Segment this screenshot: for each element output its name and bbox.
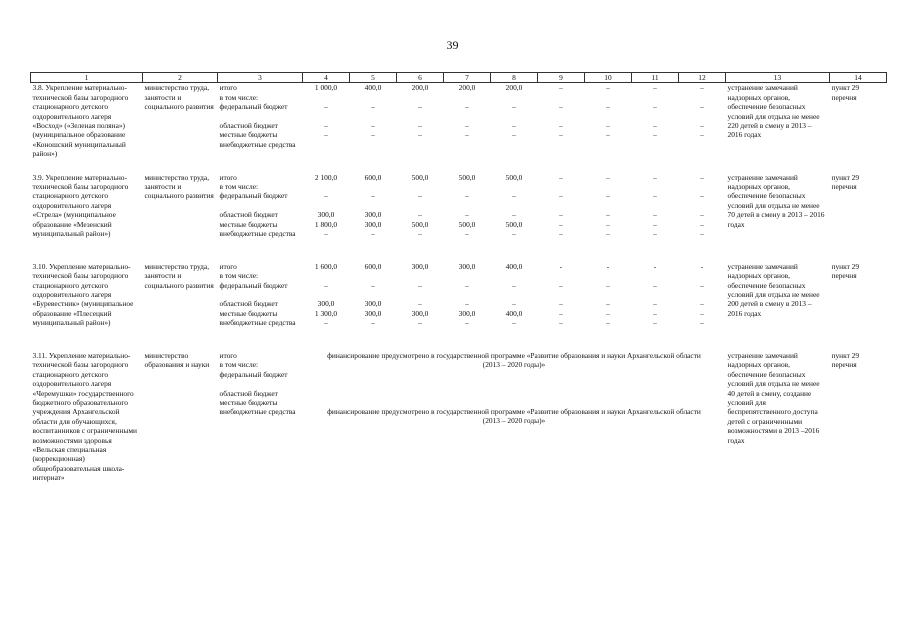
amount-value: –: [653, 299, 657, 309]
amount-value: 500,0: [458, 172, 476, 182]
amount-value: [493, 271, 536, 280]
amount-value: –: [700, 210, 704, 220]
funding-source-label: итого: [219, 172, 237, 182]
table-row: [31, 83, 887, 159]
amount-value: –: [512, 229, 516, 239]
column-number: 7: [444, 73, 491, 83]
amount-value: –: [606, 191, 610, 201]
result-cell: устранение замечаний надзорных органов, обеспечение безопасных условий для отдыха не менее 200 детей в смену в 2013 – 2016 годах: [727, 261, 820, 318]
amount-value: –: [465, 299, 469, 309]
funding-source-label: областной бюджет: [219, 210, 278, 220]
amount-value: –: [418, 229, 422, 239]
funding-source-label: федеральный бюджет: [219, 191, 288, 201]
amount-cell: [444, 83, 491, 159]
amount-value: –: [559, 172, 563, 182]
amount-value: [681, 93, 724, 102]
page-number: 39: [446, 38, 459, 52]
column-number: 8: [491, 73, 538, 83]
amount-value: –: [700, 280, 704, 290]
amount-cell: [397, 83, 444, 159]
amount-cell: [632, 83, 679, 159]
amount-value: –: [700, 229, 704, 239]
amount-value: –: [606, 229, 610, 239]
amount-value: 500,0: [458, 219, 476, 229]
amount-value: –: [465, 318, 469, 328]
amount-value: –: [512, 280, 516, 290]
amount-value: –: [606, 308, 610, 318]
amount-value: –: [606, 83, 610, 93]
amount-value: -: [653, 261, 657, 271]
amount-value: [681, 182, 724, 191]
amount-cell: [397, 173, 444, 248]
amount-value: –: [465, 130, 469, 140]
measure-name-cell: 3.11. Укрепление материально-технической базы загородного стационарного детского оздоровительного лагеря «Черемушки» государственного бюджетного образовательного учреждения Архангельской области для обучающихся, воспитанников с ограниченными возможностями здоровья «Вельская специальная (коррекционная) общеобразовательная школа-интернат»: [32, 350, 137, 483]
funding-source-label: итого: [219, 261, 237, 271]
result-cell: устранение замечаний надзорных органов, обеспечение безопасных условий для отдыха не менее 70 детей в смену в 2013 – 2016 годах: [727, 172, 825, 229]
amount-value: –: [606, 130, 610, 140]
amount-value: –: [465, 210, 469, 220]
amount-value: 300,0: [411, 261, 429, 271]
column-number: 6: [397, 73, 444, 83]
amount-value: 300,0: [458, 261, 476, 271]
amount-value: [446, 182, 489, 191]
column-number: 11: [632, 73, 679, 83]
amount-value: 1 800,0: [314, 219, 338, 229]
amount-value: [540, 140, 583, 159]
sources-cell: [218, 83, 303, 159]
funding-source-label: внебюджетные средства: [219, 229, 296, 239]
measure-name-cell: 3.9. Укрепление материально-технической базы загородного стационарного детского оздоровительного лагеря «Стрела» (муниципальное образование «Мезенский муниципальный район»): [32, 172, 129, 239]
amount-value: –: [324, 318, 328, 328]
measure-name-cell: 3.10. Укрепление материально-технической базы загородного стационарного детского оздоровительного лагеря «Буревестник» (муниципальное образование «Плесецкий муниципальный район»): [32, 261, 134, 328]
amount-cell: [444, 173, 491, 248]
amount-value: –: [700, 130, 704, 140]
funding-source-label: местные бюджеты: [219, 219, 278, 229]
amount-value: –: [324, 102, 328, 112]
amount-value: –: [371, 102, 375, 112]
amount-cell: [679, 262, 726, 337]
amount-value: –: [324, 191, 328, 201]
column-number: 9: [538, 73, 585, 83]
row-spacer-cell: [31, 337, 887, 351]
row-spacer: [31, 337, 887, 351]
amount-value: –: [324, 120, 328, 130]
amount-value: [634, 271, 677, 280]
amount-value: –: [653, 191, 657, 201]
amount-value: –: [371, 280, 375, 290]
sources-cell: [218, 351, 303, 483]
amount-value: –: [559, 83, 563, 93]
amount-value: –: [418, 318, 422, 328]
amount-value: 300,0: [458, 308, 476, 318]
amount-value: [587, 93, 630, 102]
amount-value: –: [653, 318, 657, 328]
amount-value: –: [371, 130, 375, 140]
amount-value: 300,0: [317, 210, 335, 220]
executor-cell: министерство труда, занятости и социального развития: [144, 83, 214, 112]
amount-value: [305, 271, 348, 280]
funding-source-label: областной бюджет: [219, 299, 278, 309]
funding-source-label: местные бюджеты: [219, 308, 278, 318]
result-cell: устранение замечаний надзорных органов, обеспечение безопасных условий для отдыха не менее 40 детей в смену, создание условий для беспрепятственного доступа детей с ограниченными возможностями в 2013 –2016 годах: [727, 350, 820, 445]
amount-value: –: [606, 102, 610, 112]
amount-value: –: [700, 299, 704, 309]
column-number: 3: [218, 73, 303, 83]
amount-value: [540, 271, 583, 280]
amount-value: [399, 140, 442, 159]
amount-value: 400,0: [505, 261, 523, 271]
amount-value: –: [324, 229, 328, 239]
sources-cell: [218, 173, 303, 248]
amount-value: –: [418, 299, 422, 309]
funding-source-label: внебюджетные средства: [219, 139, 296, 149]
amount-value: 500,0: [411, 219, 429, 229]
amount-value: 300,0: [364, 219, 382, 229]
funding-source-label: в том числе:: [219, 271, 259, 281]
amount-value: 200,0: [458, 83, 476, 93]
amount-value: –: [559, 229, 563, 239]
amount-value: –: [700, 308, 704, 318]
amount-value: –: [700, 102, 704, 112]
amount-value: –: [512, 299, 516, 309]
amount-value: 400,0: [505, 308, 523, 318]
amount-cell: [303, 173, 350, 248]
table-header-row: [31, 73, 887, 83]
amount-value: –: [418, 191, 422, 201]
amount-value: 1 300,0: [314, 308, 338, 318]
amount-value: [305, 140, 348, 159]
amount-value: 500,0: [505, 172, 523, 182]
amount-value: –: [653, 130, 657, 140]
reference-cell: пункт 29 перечня: [831, 83, 860, 102]
amount-value: 300,0: [364, 308, 382, 318]
amount-value: –: [512, 120, 516, 130]
funding-source-label: местные бюджеты: [219, 130, 278, 140]
amount-value: –: [418, 210, 422, 220]
amount-value: [446, 140, 489, 159]
result-cell: устранение замечаний надзорных органов, обеспечение безопасных условий для отдыха не менее 220 детей в смену в 2013 – 2016 годах: [727, 83, 820, 140]
amount-value: -: [606, 261, 610, 271]
amount-value: [634, 93, 677, 102]
amount-value: –: [418, 120, 422, 130]
amount-value: [493, 140, 536, 159]
reference-cell: пункт 29 перечня: [831, 350, 860, 370]
amount-value: –: [465, 191, 469, 201]
amount-value: –: [606, 299, 610, 309]
amount-value: [681, 271, 724, 280]
amount-value: –: [371, 318, 375, 328]
amount-value: –: [653, 308, 657, 318]
amount-cell: [491, 262, 538, 337]
amount-cell: [350, 83, 397, 159]
amount-cell: [350, 262, 397, 337]
funding-source-label: итого: [219, 350, 237, 360]
amount-value: –: [653, 210, 657, 220]
amount-value: 600,0: [364, 261, 382, 271]
amount-value: 2 100,0: [314, 172, 338, 182]
amount-cell: [679, 83, 726, 159]
column-number: 5: [350, 73, 397, 83]
amount-value: –: [606, 120, 610, 130]
amount-value: –: [653, 102, 657, 112]
funding-source-label: итого: [219, 83, 237, 93]
funding-source-label: федеральный бюджет: [219, 102, 288, 112]
amount-cell: [585, 262, 632, 337]
column-number: 2: [143, 73, 218, 83]
column-number: 13: [726, 73, 830, 83]
amount-value: –: [559, 219, 563, 229]
amount-value: –: [559, 299, 563, 309]
amount-value: 500,0: [505, 219, 523, 229]
amount-value: 200,0: [505, 83, 523, 93]
amount-value: [352, 271, 395, 280]
amount-value: 1 000,0: [314, 83, 338, 93]
amount-value: –: [653, 219, 657, 229]
amount-cell: [444, 262, 491, 337]
amount-value: [681, 140, 724, 159]
amount-cell: [538, 173, 585, 248]
column-number: 1: [31, 73, 143, 83]
column-number: 14: [830, 73, 887, 83]
amount-value: –: [559, 130, 563, 140]
amount-value: –: [653, 83, 657, 93]
amount-value: [446, 93, 489, 102]
column-number: 12: [679, 73, 726, 83]
amount-value: –: [653, 280, 657, 290]
funding-source-label: в том числе:: [219, 360, 259, 370]
amount-cell: [632, 173, 679, 248]
amount-value: –: [371, 229, 375, 239]
column-number: 10: [585, 73, 632, 83]
amount-cell: [632, 262, 679, 337]
amount-value: –: [700, 172, 704, 182]
funding-source-label: областной бюджет: [219, 120, 278, 130]
program-table: [30, 72, 887, 483]
amount-value: –: [418, 280, 422, 290]
amount-value: [399, 182, 442, 191]
amount-cell: [585, 83, 632, 159]
amount-value: –: [700, 83, 704, 93]
sources-cell: [218, 262, 303, 337]
amount-cell: [303, 262, 350, 337]
row-spacer-cell: [31, 248, 887, 262]
amount-value: –: [653, 229, 657, 239]
column-number: 4: [303, 73, 350, 83]
amount-value: [493, 182, 536, 191]
amount-value: -: [559, 261, 563, 271]
amount-value: [446, 271, 489, 280]
amount-value: [352, 140, 395, 159]
amount-value: 300,0: [364, 210, 382, 220]
funding-source-label: в том числе:: [219, 92, 259, 102]
amount-value: –: [700, 191, 704, 201]
row-spacer-cell: [31, 159, 887, 173]
amount-value: 200,0: [411, 83, 429, 93]
funding-source-label: местные бюджеты: [219, 397, 278, 407]
amount-value: –: [512, 318, 516, 328]
amount-value: 500,0: [411, 172, 429, 182]
executor-cell: министерство труда, занятости и социального развития: [144, 172, 214, 201]
amount-value: 400,0: [364, 83, 382, 93]
amount-value: –: [465, 102, 469, 112]
amount-value: –: [653, 120, 657, 130]
amount-value: [587, 271, 630, 280]
funding-note: финансирование предусмотрено в государственной программе «Развитие образования и науки Архангельской области (2013 – 2020 годы)»: [327, 406, 701, 426]
amount-value: [399, 93, 442, 102]
amount-value: –: [512, 130, 516, 140]
amount-value: –: [512, 102, 516, 112]
amount-value: [399, 271, 442, 280]
funding-source-label: федеральный бюджет: [219, 280, 288, 290]
amount-cell: [538, 262, 585, 337]
amount-value: –: [371, 191, 375, 201]
amount-value: 300,0: [411, 308, 429, 318]
amount-value: -: [700, 261, 704, 271]
amount-value: –: [324, 130, 328, 140]
amount-value: 1 600,0: [314, 261, 338, 271]
amount-cell: [679, 173, 726, 248]
reference-cell: пункт 29 перечня: [831, 172, 860, 192]
amount-value: –: [606, 210, 610, 220]
amount-value: –: [559, 120, 563, 130]
amount-value: [540, 182, 583, 191]
amount-value: –: [700, 318, 704, 328]
amount-value: –: [606, 318, 610, 328]
amount-value: –: [371, 120, 375, 130]
amount-value: [587, 182, 630, 191]
amount-value: –: [559, 191, 563, 201]
amount-value: [352, 93, 395, 102]
row-spacer: [31, 248, 887, 262]
amount-value: –: [465, 280, 469, 290]
funding-source-label: внебюджетные средства: [219, 407, 296, 417]
amount-value: 300,0: [317, 299, 335, 309]
merged-funding-cell: [303, 351, 726, 483]
amount-cell: [350, 173, 397, 248]
measure-name-cell: 3.8. Укрепление материально-технической базы загородного стационарного детского оздоровительного лагеря «Восход» («Зеленая поляна») (муниципальное образование «Коношский муниципальный район»): [32, 83, 129, 159]
amount-value: –: [465, 229, 469, 239]
amount-value: –: [324, 280, 328, 290]
executor-cell: министерство труда, занятости и социального развития: [144, 261, 214, 290]
amount-value: –: [465, 120, 469, 130]
amount-value: –: [606, 280, 610, 290]
amount-value: –: [559, 280, 563, 290]
reference-cell: пункт 29 перечня: [831, 261, 860, 281]
amount-value: –: [559, 102, 563, 112]
amount-value: –: [512, 191, 516, 201]
amount-value: –: [653, 172, 657, 182]
amount-value: –: [559, 308, 563, 318]
executor-cell: министерство образования и науки: [144, 350, 210, 370]
amount-value: –: [606, 172, 610, 182]
funding-source-label: внебюджетные средства: [219, 318, 296, 328]
funding-source-label: в том числе:: [219, 182, 259, 192]
amount-cell: [538, 83, 585, 159]
amount-value: –: [606, 219, 610, 229]
amount-value: –: [700, 219, 704, 229]
funding-note: финансирование предусмотрено в государственной программе «Развитие образования и науки Архангельской области (2013 – 2020 годы)»: [327, 350, 701, 370]
amount-value: [305, 182, 348, 191]
funding-source-label: федеральный бюджет: [219, 369, 288, 379]
amount-value: –: [559, 318, 563, 328]
amount-cell: [397, 262, 444, 337]
amount-value: [634, 182, 677, 191]
table-row: [31, 351, 887, 483]
amount-value: –: [700, 120, 704, 130]
amount-cell: [491, 83, 538, 159]
amount-value: [540, 93, 583, 102]
amount-value: 600,0: [364, 172, 382, 182]
table-row: [31, 262, 887, 337]
amount-value: –: [559, 210, 563, 220]
amount-value: [352, 182, 395, 191]
amount-value: [587, 140, 630, 159]
amount-value: –: [512, 210, 516, 220]
row-spacer: [31, 159, 887, 173]
amount-value: [634, 140, 677, 159]
amount-cell: [585, 173, 632, 248]
amount-value: –: [418, 130, 422, 140]
funding-source-label: областной бюджет: [219, 388, 278, 398]
amount-cell: [303, 83, 350, 159]
amount-value: 300,0: [364, 299, 382, 309]
amount-value: [305, 93, 348, 102]
amount-value: –: [418, 102, 422, 112]
amount-cell: [491, 173, 538, 248]
amount-value: [493, 93, 536, 102]
table-row: [31, 173, 887, 248]
